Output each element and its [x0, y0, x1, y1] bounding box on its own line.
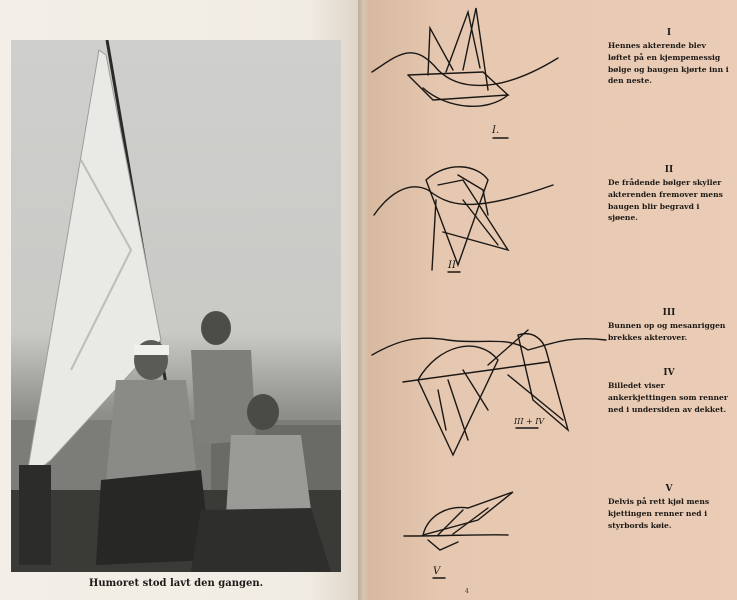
crew-photo: [11, 40, 341, 572]
photo-caption: Humoret stod lavt den gangen.: [88, 578, 264, 589]
note-numeral: IV: [663, 368, 675, 378]
page-number: 4: [465, 588, 469, 595]
note-text: Bunnen op og mesanriggen brekkes akterover.: [608, 321, 726, 342]
note-numeral: I: [666, 28, 672, 38]
sketch-ii: [374, 167, 553, 270]
crew-photo-illustration: [11, 40, 341, 572]
right-page: [368, 0, 737, 600]
note-numeral: II: [664, 165, 674, 175]
note-numeral: V: [665, 484, 673, 494]
note-ii: [608, 165, 730, 224]
left-page: [0, 0, 362, 600]
note-text: Hennes akterende blev løftet på en kjempemessig bølge og baugen kjørte inn i den neste.: [608, 41, 729, 86]
sketch-label-iii-iv: III + IV: [514, 417, 545, 426]
note-iv: [608, 368, 730, 415]
sketch-label-i: I.: [492, 125, 500, 136]
sketch-label-ii: II: [448, 260, 456, 271]
note-numeral: III: [662, 308, 676, 318]
note-text: De frådende bølger skyller akterenden fremover mens baugen blir begravd i sjøene.: [608, 178, 723, 223]
note-v: [608, 484, 730, 531]
note-text: Delvis på rett kjøl mens kjettingen renner ned i styrbords køie.: [608, 497, 710, 530]
note-iii: [608, 308, 730, 344]
sketch-v: [404, 492, 513, 550]
sketch-label-v: V: [433, 566, 441, 577]
sketch-i: [372, 8, 558, 106]
sketch-iii-iv: [372, 330, 606, 455]
note-text: Billedet viser ankerkjettingen som renner ned i undersiden av dekket.: [608, 381, 728, 414]
note-i: [608, 28, 730, 87]
